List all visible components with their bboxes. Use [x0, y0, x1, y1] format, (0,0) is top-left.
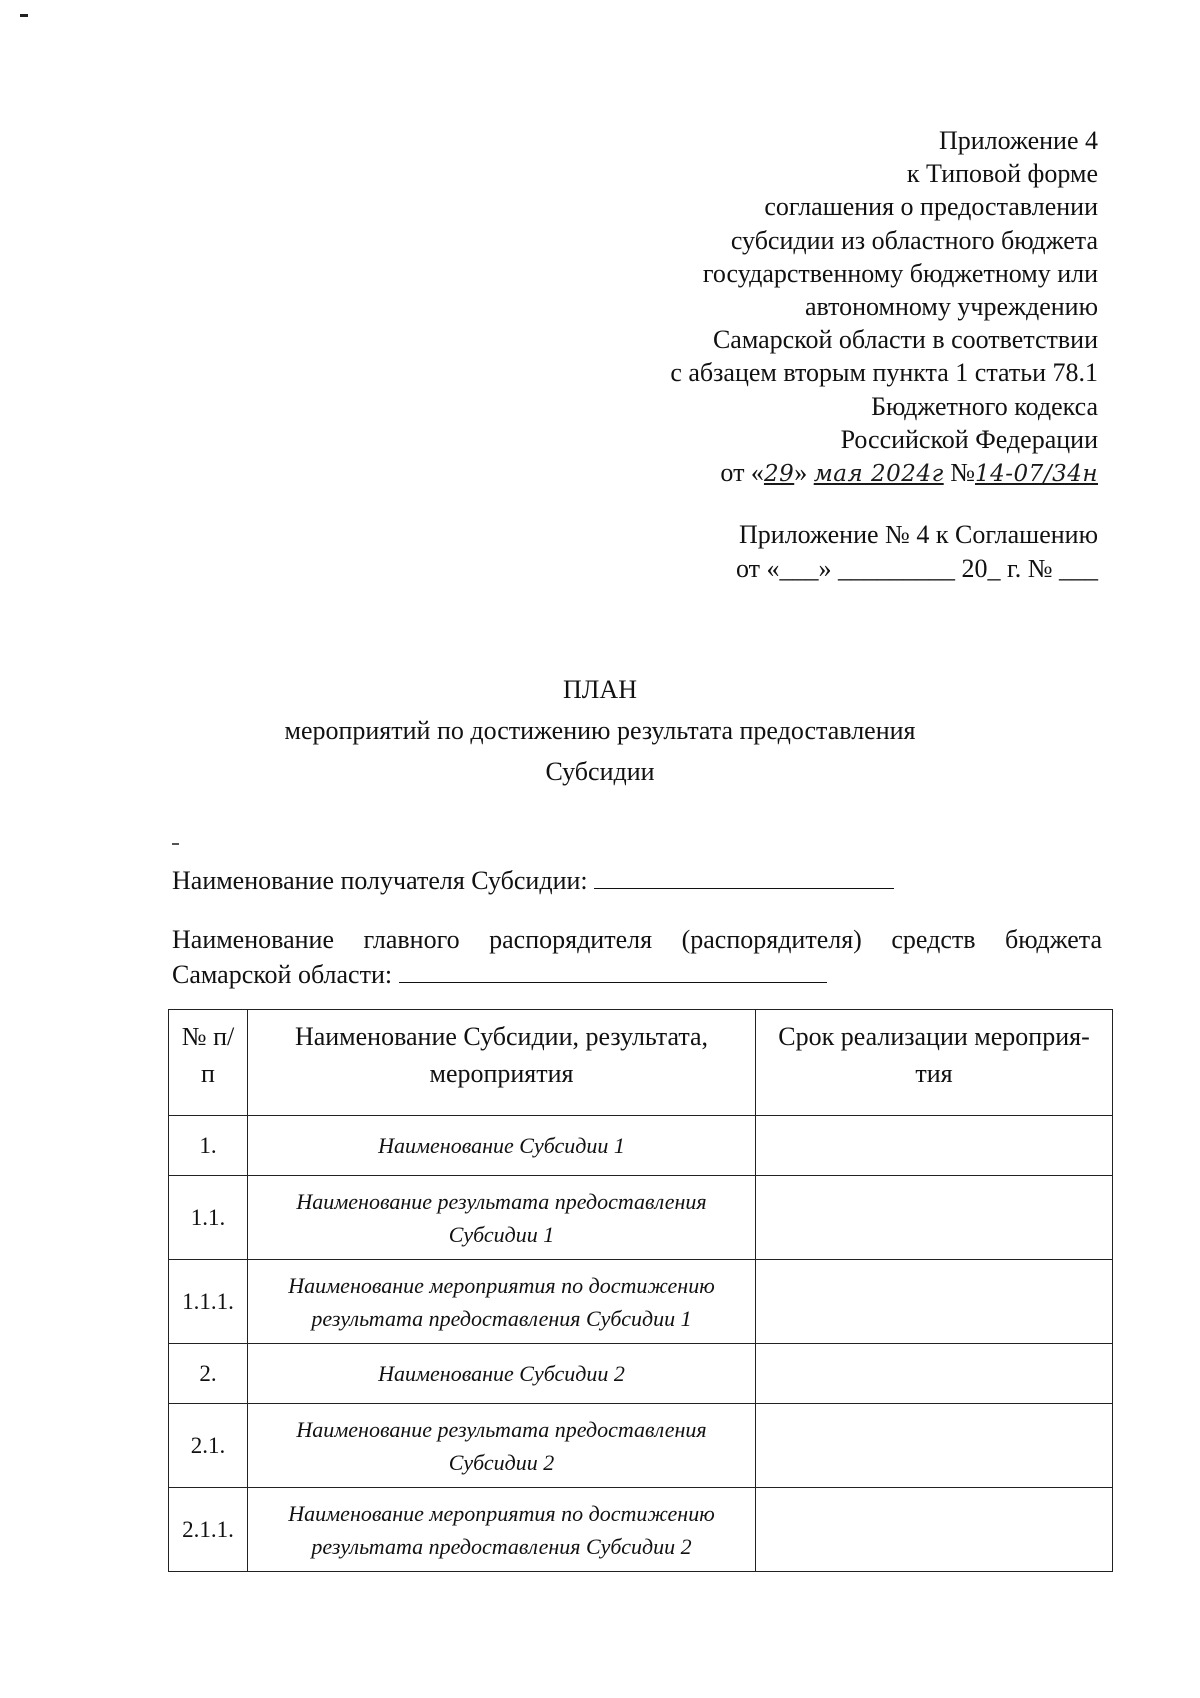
- scan-corner-mark: [20, 14, 28, 17]
- approval-line: государственному бюджетному или: [702, 258, 1098, 288]
- manager-field: [172, 922, 1102, 992]
- approval-line: субсидии из областного бюджета: [730, 225, 1098, 255]
- row-term[interactable]: [756, 1488, 1113, 1572]
- table-row: [169, 1404, 1113, 1488]
- recipient-field: [172, 866, 894, 896]
- approval-line: Бюджетного кодекса: [871, 391, 1098, 421]
- row-number: 2.1.: [169, 1404, 248, 1488]
- table-row: [169, 1176, 1113, 1260]
- approval-line: Самарской области в соответствии: [712, 325, 1098, 355]
- row-term[interactable]: [756, 1344, 1113, 1404]
- table-header-row: [169, 1010, 1113, 1116]
- approval-date-prefix: от «: [720, 458, 764, 488]
- agreement-block: [538, 518, 1098, 586]
- header-name: Наименование Субсидии, результата, мероприятия: [248, 1010, 756, 1116]
- recipient-blank[interactable]: [594, 887, 894, 889]
- approval-date-day: 29: [763, 461, 795, 488]
- approval-date-month-year: мая 2024г: [813, 461, 944, 488]
- row-term[interactable]: [756, 1404, 1113, 1488]
- row-name: Наименование результата предоставления Субсидии 1: [248, 1176, 756, 1260]
- approval-number-value: 14-07/34н: [975, 461, 1098, 488]
- table-row: [169, 1116, 1113, 1176]
- row-number: 1.: [169, 1116, 248, 1176]
- agreement-title: Приложение № 4 к Соглашению: [739, 520, 1098, 549]
- row-name: Наименование мероприятия по достижению результата предоставления Субсидии 2: [248, 1488, 756, 1572]
- table-row: [169, 1260, 1113, 1344]
- title-main: ПЛАН: [563, 675, 637, 704]
- table-row: [169, 1344, 1113, 1404]
- table-row: [169, 1488, 1113, 1572]
- header-number: № п/п: [169, 1010, 248, 1116]
- row-term[interactable]: [756, 1260, 1113, 1344]
- document-title: [0, 669, 1200, 792]
- approval-line: Приложение 4: [938, 126, 1098, 155]
- approval-date-line: [538, 456, 1098, 491]
- approval-date-mid: »: [794, 458, 808, 488]
- row-number: 2.: [169, 1344, 248, 1404]
- header-term: Срок реализации мероприя-тия: [756, 1010, 1113, 1116]
- manager-blank[interactable]: [399, 981, 827, 983]
- title-subtitle: мероприятий по достижению результата предоставления: [284, 716, 916, 745]
- approval-line: к Типовой форме: [906, 159, 1098, 189]
- row-term[interactable]: [756, 1176, 1113, 1260]
- row-number: 1.1.: [169, 1176, 248, 1260]
- title-subtitle-end: Субсидии: [545, 757, 655, 786]
- plan-table: [168, 1009, 1113, 1572]
- approval-line: Российской Федерации: [840, 424, 1098, 454]
- recipient-label: Наименование получателя Субсидии:: [172, 866, 588, 895]
- row-name: Наименование мероприятия по достижению результата предоставления Субсидии 1: [248, 1260, 756, 1344]
- row-number: 1.1.1.: [169, 1260, 248, 1344]
- row-name: Наименование результата предоставления Субсидии 2: [248, 1404, 756, 1488]
- manager-label: Наименование главного распорядителя (распорядителя) средств бюджета Самарской области:: [172, 925, 1102, 989]
- row-term[interactable]: [756, 1116, 1113, 1176]
- row-name: Наименование Субсидии 1: [248, 1116, 756, 1176]
- approval-line: автономному учреждению: [804, 292, 1098, 322]
- row-name: Наименование Субсидии 2: [248, 1344, 756, 1404]
- row-number: 2.1.1.: [169, 1488, 248, 1572]
- agreement-date-number: от «___» _________ 20_ г. № ___: [735, 554, 1098, 583]
- approval-line: с абзацем вторым пункта 1 статьи 78.1: [670, 358, 1098, 388]
- approval-block: [538, 124, 1098, 491]
- scan-stray-mark: [172, 843, 179, 845]
- approval-number-sign: №: [950, 458, 976, 488]
- approval-line: соглашения о предоставлении: [764, 192, 1098, 222]
